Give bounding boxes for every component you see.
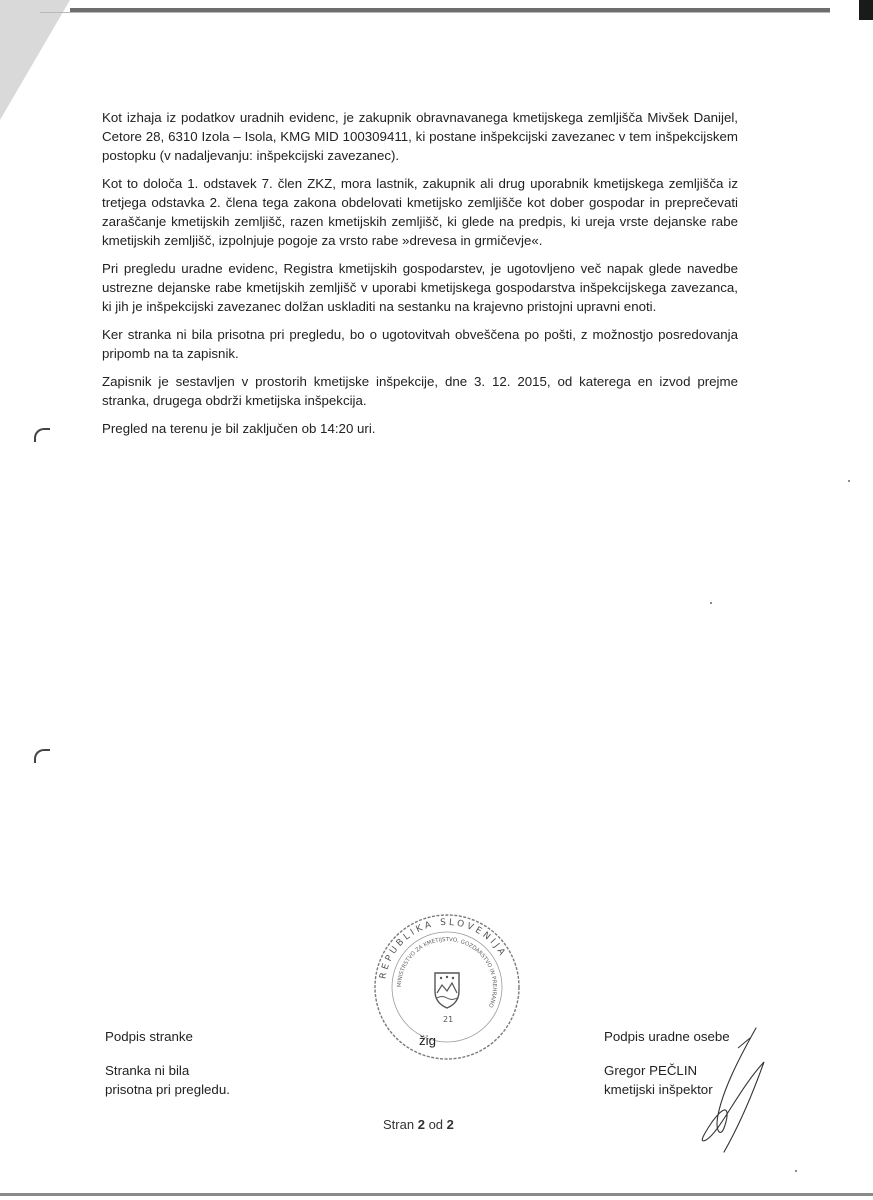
scan-speck — [710, 602, 712, 604]
paragraph-register-findings: Pri pregledu uradne evidenc, Registra kmetijskih gospodarstev, je ugotovljeno več napak glede navedbe ustrezne dejanske rabe kmetijskih zemljišč v uporabi kmetijskega gospodarstva inšpekcijskega zavezanca, ki jih je inšpekcijski zavezanec dolžan uskladiti na sestanku na krajevno pristojni upravni enoti. — [102, 261, 738, 314]
seal-number: 21 — [443, 1015, 454, 1024]
punch-hole-mark — [34, 428, 50, 442]
official-name: Gregor PEČLIN — [604, 1063, 698, 1078]
party-absence-line2: prisotna pri pregledu. — [105, 1082, 230, 1097]
page-footer — [383, 1117, 454, 1132]
paragraph-legal-obligation: Kot to določa 1. odstavek 7. člen ZKZ, mora lastnik, zakupnik ali drug uporabnik kmetijskega zemljišča iz tretjega odstavka 2. člena tega zakona obdelovati kmetijsko zemljišče kot dober gospodar in preprečevati zaraščanje kmetijskih zemljišč, razen kmetijskih zemljišč, ki glede na predpis, ki ureja vrste dejanske rabe kmetijskih zemljišč, izpolnjuje pogoje za vrsto rabe »drevesa in grmičevje«. — [102, 176, 738, 248]
party-signature-block — [105, 1027, 230, 1099]
party-absence-line1: Stranka ni bila — [105, 1063, 190, 1078]
coat-of-arms-icon — [435, 973, 459, 1008]
page-separator: od — [428, 1117, 444, 1132]
paragraph-lessee: Kot izhaja iz podatkov uradnih evidenc, je zakupnik obravnavanega kmetijskega zemljišča Mivšek Danijel, Cetore 28, 6310 Izola – Isola, KMG MID 100309411, ki postane inšpekcijski zavezanec v tem inšpekcijskem postopku (v nadaljevanju: inšpekcijski zavezanec). — [102, 110, 738, 163]
page-current: 2 — [417, 1117, 425, 1132]
folded-corner — [0, 0, 70, 120]
seal-outer-text: REPUBLIKA SLOVENIJA — [378, 917, 509, 980]
scan-speck — [848, 480, 850, 482]
page-prefix: Stran — [383, 1117, 415, 1132]
scan-speck — [795, 1170, 797, 1172]
punch-hole-mark — [34, 749, 50, 763]
paragraph-inspection-end: Pregled na terenu je bil zaključen ob 14:20 uri. — [102, 421, 376, 436]
official-title: kmetijski inšpektor — [604, 1082, 713, 1097]
official-seal — [373, 913, 521, 1061]
paragraph-notification: Ker stranka ni bila prisotna pri pregledu, bo o ugotovitvah obveščena po pošti, z možnostjo posredovanja pripomb na ta zapisnik. — [102, 327, 738, 361]
paragraph-record-location: Zapisnik je sestavljen v prostorih kmetijske inšpekcije, dne 3. 12. 2015, od katerega en izvod prejme stranka, drugega obdrži kmetijska inšpekcija. — [102, 374, 738, 408]
party-signature-label: Podpis stranke — [105, 1029, 193, 1044]
scan-edge-top-inner — [40, 12, 830, 13]
official-signature-label: Podpis uradne osebe — [604, 1029, 730, 1044]
stamp-label: žig — [419, 1033, 436, 1048]
page-total: 2 — [446, 1117, 454, 1132]
seal-inner-text: MINISTRSTVO ZA KMETIJSTVO, GOZDARSTVO IN PREHRANO — [396, 936, 498, 1009]
handwritten-signature-icon — [668, 1020, 778, 1160]
scan-edge-bottom — [0, 1193, 873, 1196]
scan-edge-right-mark — [859, 0, 873, 20]
document-body — [102, 108, 738, 447]
